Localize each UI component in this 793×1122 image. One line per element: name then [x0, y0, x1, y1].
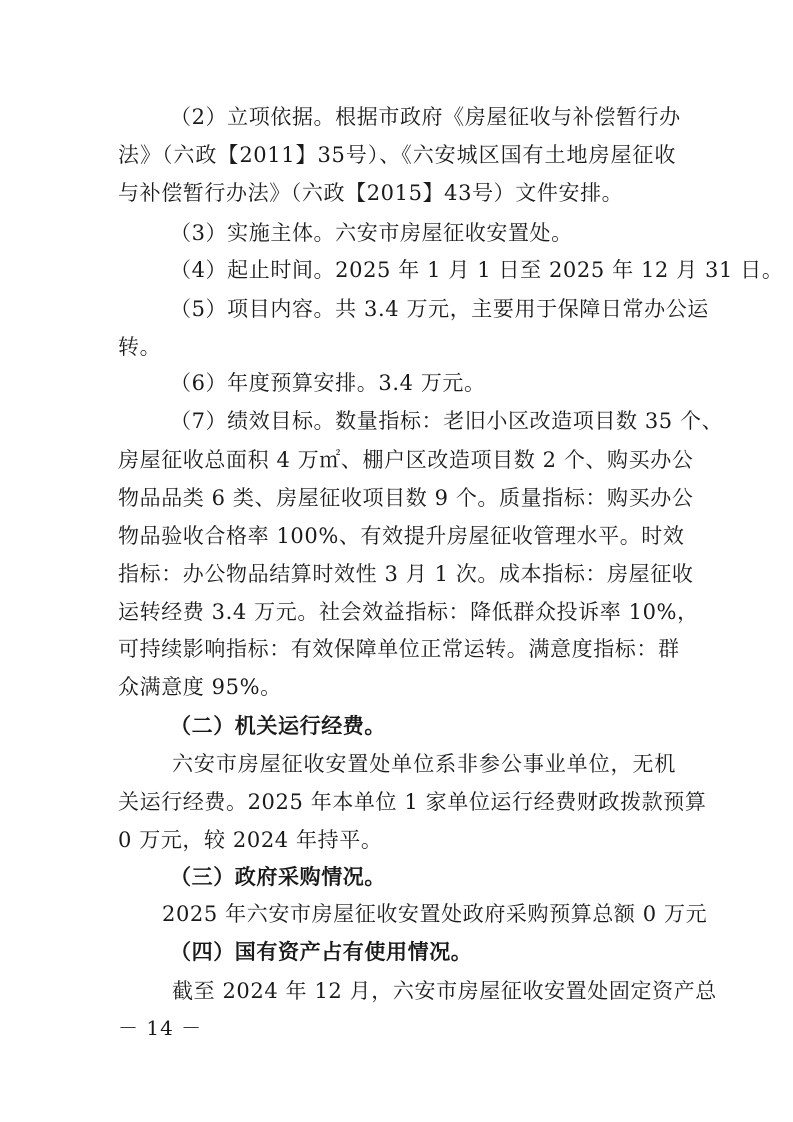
paragraph-line: （5）项目内容。共 3.4 万元，主要用于保障日常办公运 [170, 297, 709, 321]
page-number: － 14 － [118, 1016, 203, 1040]
paragraph-line: 房屋征收总面积 4 万㎡、棚户区改造项目数 2 个、购买办公 [118, 448, 694, 472]
paragraph-line: 指标：办公物品结算时效性 3 月 1 次。成本指标：房屋征收 [118, 562, 694, 586]
paragraph-line: （2）立项依据。根据市政府《房屋征收与补偿暂行办 [170, 105, 681, 129]
paragraph-line: 众满意度 95%。 [118, 675, 282, 699]
paragraph-line: 截至 2024 年 12 月，六安市房屋征收安置处固定资产总 [172, 979, 717, 1003]
paragraph-line: 物品验收合格率 100%、有效提升房屋征收管理水平。时效 [118, 524, 685, 548]
paragraph-line: （4）起止时间。2025 年 1 月 1 日至 2025 年 12 月 31 日。 [170, 258, 784, 282]
section-heading: （二）机关运行经费。 [170, 714, 386, 738]
paragraph-line: 运转经费 3.4 万元。社会效益指标：降低群众投诉率 10%， [118, 600, 699, 624]
paragraph-line: （3）实施主体。六安市房屋征收安置处。 [170, 221, 573, 245]
paragraph-line: 与补偿暂行办法》（六政【2015】43号）文件安排。 [118, 181, 624, 205]
paragraph-line: （7）绩效目标。数量指标：老旧小区改造项目数 35 个、 [170, 409, 724, 433]
paragraph-line: 0 万元，较 2024 年持平。 [118, 828, 383, 852]
paragraph-line: （6）年度预算安排。3.4 万元。 [170, 371, 486, 395]
paragraph-line: 转。 [118, 335, 162, 359]
paragraph-line: 2025 年六安市房屋征收安置处政府采购预算总额 0 万元 [162, 902, 708, 926]
paragraph-line: 关运行经费。2025 年本单位 1 家单位运行经费财政拨款预算 [118, 790, 707, 814]
paragraph-line: 六安市房屋征收安置处单位系非参公事业单位，无机 [172, 752, 676, 776]
section-heading: （三）政府采购情况。 [170, 865, 386, 889]
section-heading: （四）国有资产占有使用情况。 [170, 940, 473, 964]
paragraph-line: 物品品类 6 类、房屋征收项目数 9 个。质量指标：购买办公 [118, 486, 694, 510]
paragraph-line: 法》（六政【2011】35号）、《六安城区国有土地房屋征收 [118, 143, 676, 167]
paragraph-line: 可持续影响指标：有效保障单位正常运转。满意度指标：群 [118, 637, 680, 661]
